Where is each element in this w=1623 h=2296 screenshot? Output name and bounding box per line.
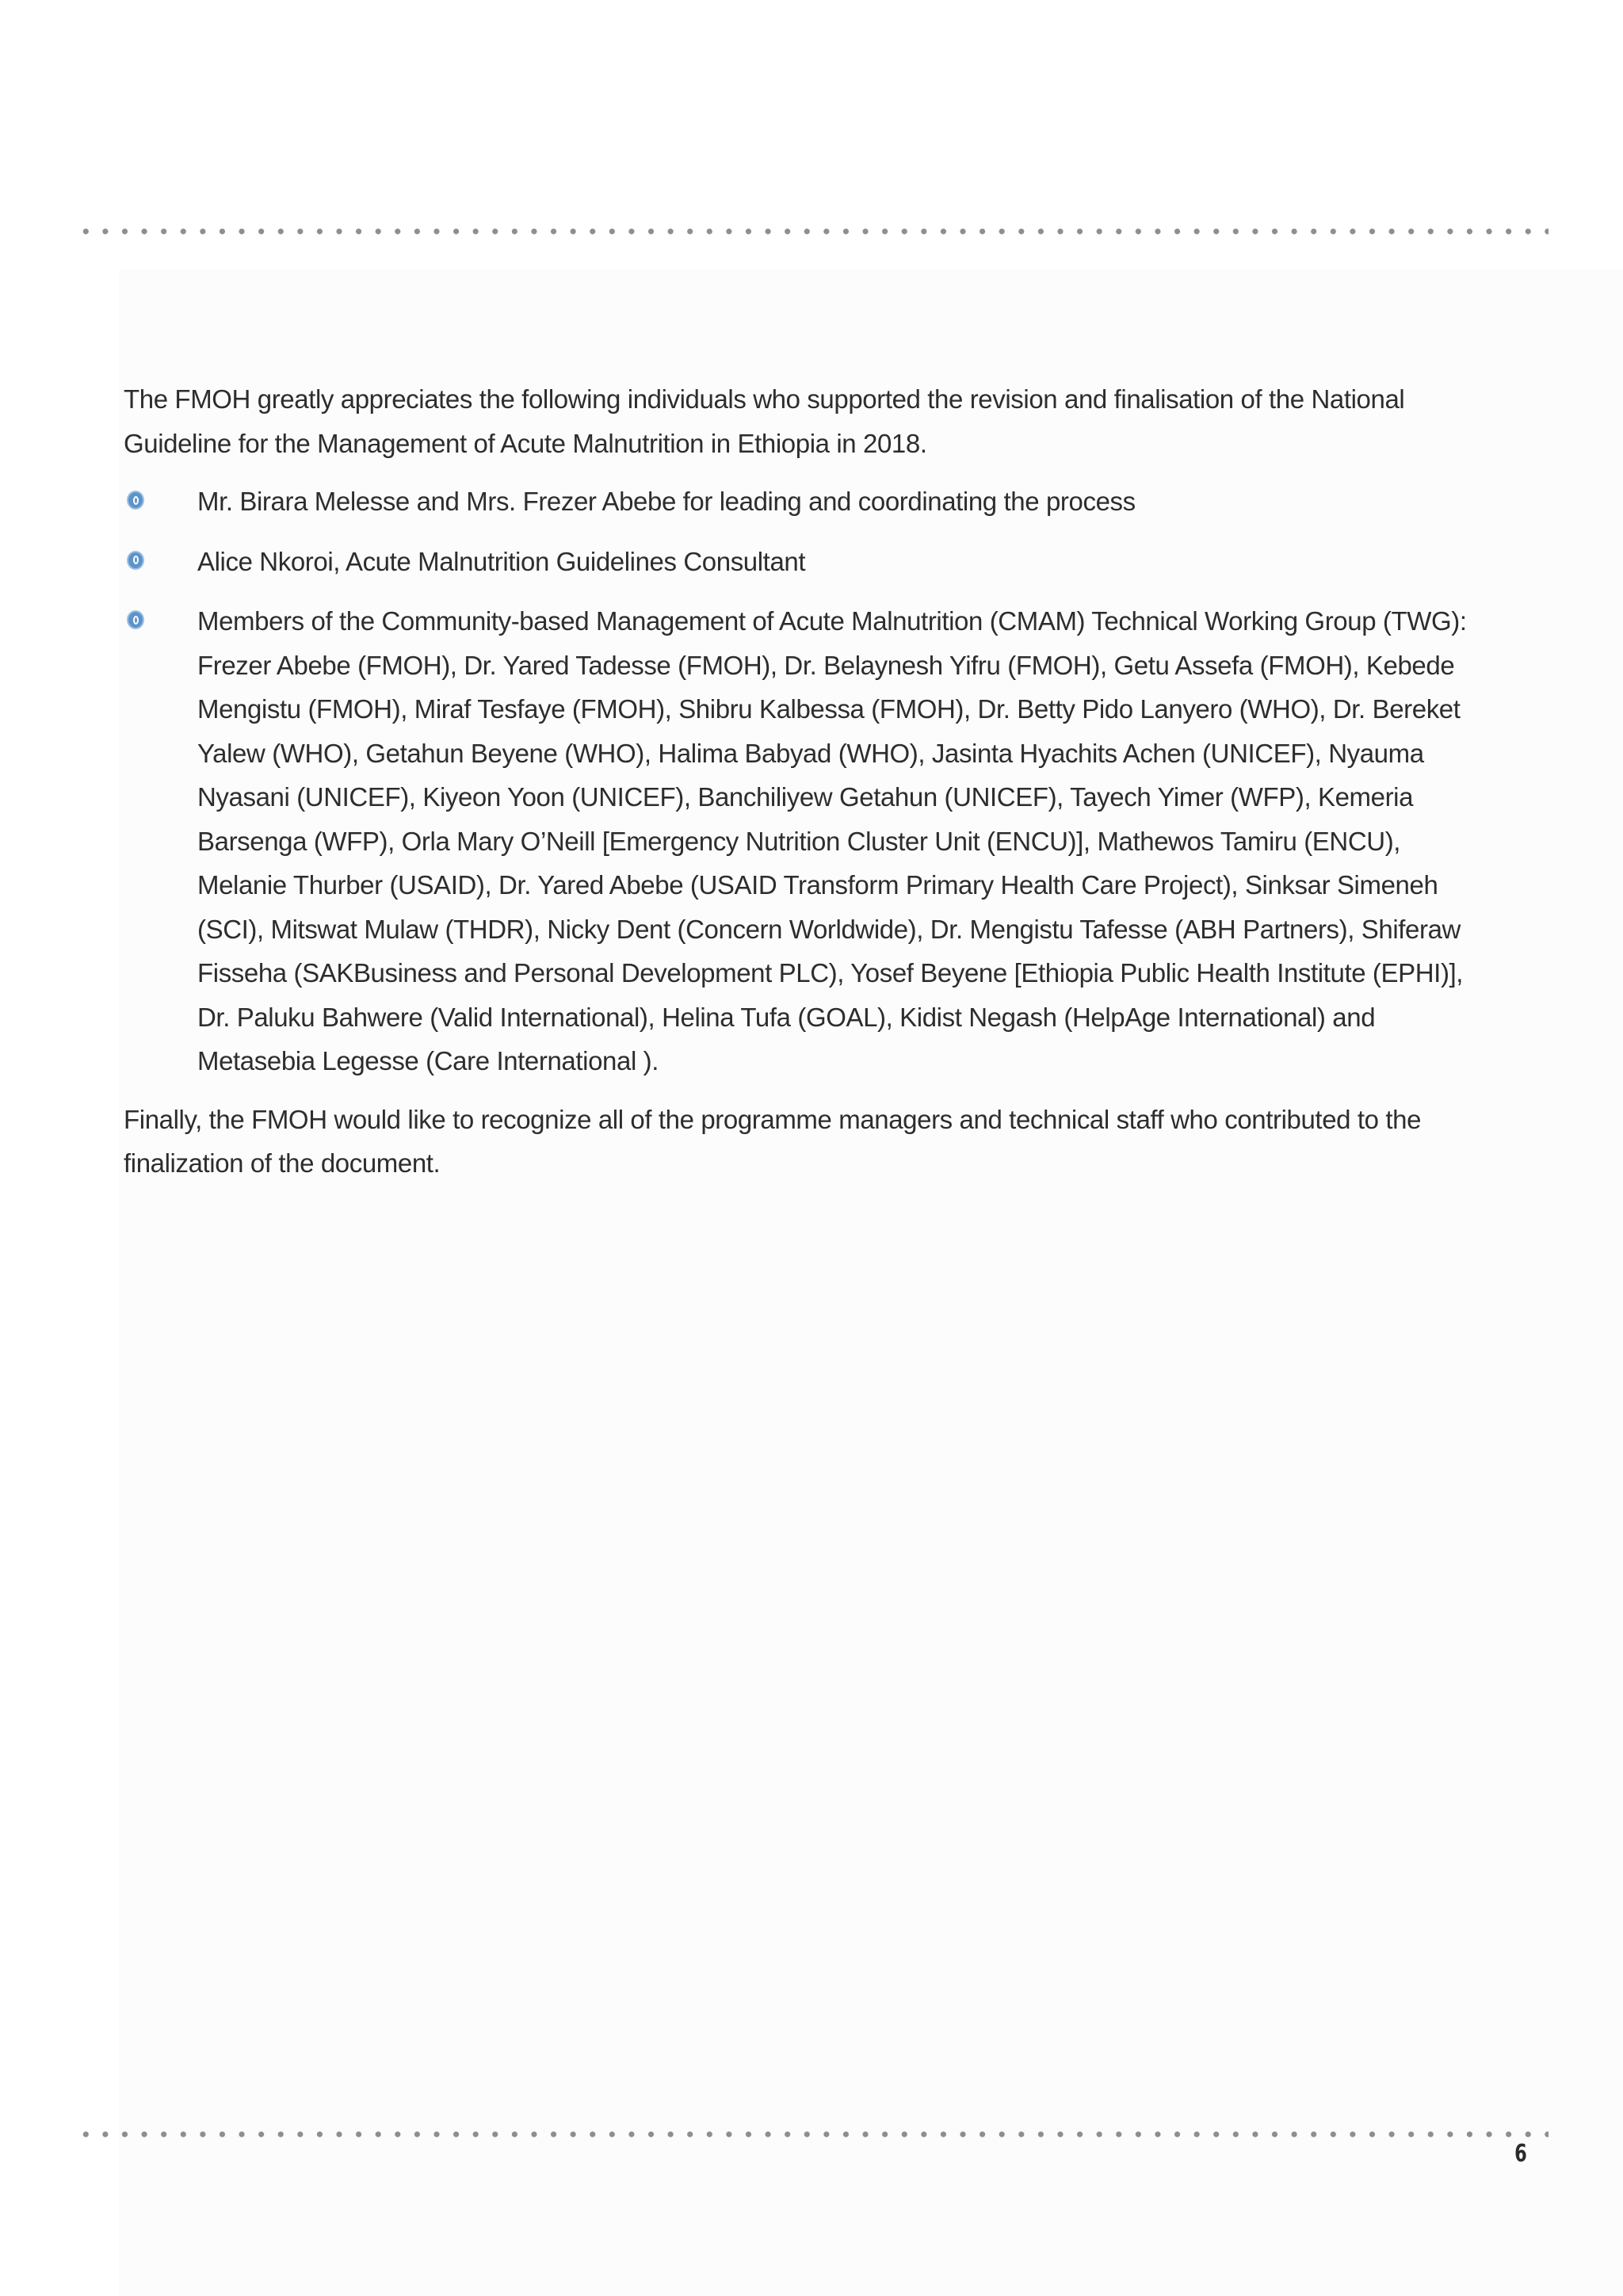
list-item <box>124 599 1487 1083</box>
top-dotted-divider <box>76 227 1549 235</box>
list-item-text: Alice Nkoroi, Acute Malnutrition Guidelines Consultant <box>197 546 806 576</box>
page-number: 6 <box>1514 2140 1526 2168</box>
circled-zero-icon <box>127 491 144 510</box>
acknowledgements-body <box>124 377 1487 1186</box>
bottom-dotted-divider <box>76 2130 1549 2138</box>
intro-paragraph: The FMOH greatly appreciates the following individuals who supported the revision and finalisation of the National Guideline for the Management of Acute Malnutrition in Ethiopia in 2018. <box>124 384 1405 458</box>
closing-paragraph: Finally, the FMOH would like to recognize all of the programme managers and technical staff who contributed to the finalization of the document. <box>124 1104 1422 1178</box>
circled-zero-icon <box>127 551 144 570</box>
acknowledgements-list <box>124 479 1487 1083</box>
circled-zero-icon <box>127 610 144 629</box>
list-item-text: Members of the Community-based Management of Acute Malnutrition (CMAM) Technical Working Group (TWG): Frezer Abebe (FMOH), Dr. Yared Tadesse (FMOH), Dr. Belaynesh Yifru (FMOH), Getu Assefa (FMOH), Kebede Mengistu (FMOH), Miraf Tesfaye (FMOH), Shibru Kalbessa (FMOH), Dr. Betty Pido Lanyero (WHO), Dr. Bereket Yalew (WHO), Getahun Beyene (WHO), Halima Babyad (WHO), Jasinta Hyachits Achen (UNICEF), Nyauma Nyasani (UNICEF), Kiyeon Yoon (UNICEF), Banchiliyew Getahun (UNICEF), Tayech Yimer (WFP), Kemeria Barsenga (WFP), Orla Mary O’Neill [Emergency Nutrition Cluster Unit (ENCU)], Mathewos Tamiru (ENCU), Melanie Thurber (USAID), Dr. Yared Abebe (USAID Transform Primary Health Care Project), Sinksar Simeneh (SCI), Mitswat Mulaw (THDR), Nicky Dent (Concern Worldwide), Dr. Mengistu Tafesse (ABH Partners), Shiferaw Fisseha (SAKBusiness and Personal Development PLC), Yosef Beyene [Ethiopia Public Health Institute (EPHI)], Dr. Paluku Bahwere (Valid International), Helina Tufa (GOAL), Kidist Negash (HelpAge International) and Metasebia Legesse (Care International ). <box>197 606 1467 1075</box>
list-item <box>124 540 1487 584</box>
list-item-text: Mr. Birara Melesse and Mrs. Frezer Abebe for leading and coordinating the process <box>197 487 1136 516</box>
list-item <box>124 479 1487 524</box>
